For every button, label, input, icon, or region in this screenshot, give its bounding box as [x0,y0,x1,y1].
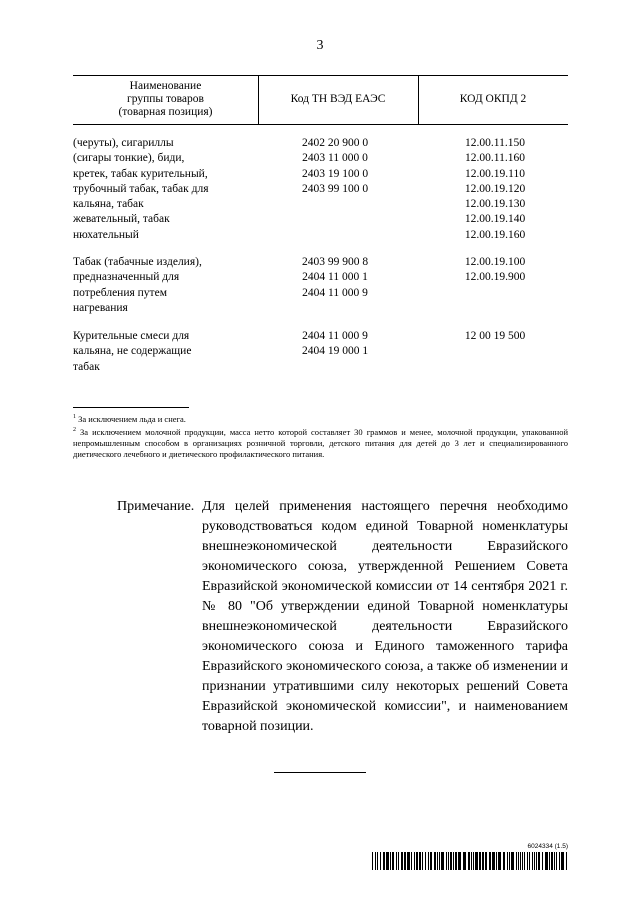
barcode-bar [383,852,385,870]
barcode-bar [450,852,452,870]
barcode-bar [455,852,457,870]
barcode-bar [392,852,394,870]
barcode-bar [425,852,426,870]
barcode-bar [453,852,454,870]
barcode-bar [416,852,418,870]
table-header-rule [73,124,568,125]
barcode-bar [390,852,391,870]
barcode-bar [468,852,470,870]
barcode-bar [422,852,423,870]
header-okpd: КОД ОКПД 2 [459,93,527,105]
barcode-bar [509,852,510,870]
barcode-bar [375,852,376,870]
end-rule [274,772,366,773]
row-3-name: Курительные смеси для кальяна, не содержащие табак [73,330,192,373]
barcode-bar [372,852,373,870]
barcode-bar [377,852,378,870]
row-1-okpd: 12.00.11.150 12.00.11.160 12.00.19.110 12.00.19.120 12.00.19.130 12.00.19.140 12.00.19.160 [464,137,526,241]
barcode-bar [511,852,514,870]
note-text: Для целей применения настоящего перечня необходимо руководствоваться кодом единой Товарной номенклатуры внешнеэкономической деятельности Евразийского экономического союза, утвержденной Решением Совета Евразийской экономической комиссии от 14 сентября 2021 г. № 80 "Об утверждении единой Товарной номенклатуры внешнеэкономической деятельности Евразийского экономического союза и Единого таможенного тарифа Евразийского экономического союза, а также об изменении и признании утратившими силу некоторых решений Совета Евразийской экономической комиссии", и наименованием товарной позиции. [202,499,568,734]
barcode-bar [498,852,501,870]
barcode-bar [398,852,399,870]
barcode-bar [520,852,521,870]
barcode-bar [559,852,560,870]
row-2-okpd: 12.00.19.100 12.00.19.900 [464,256,526,284]
barcode-bar [414,852,415,870]
barcode-bar [401,852,403,870]
barcode-bar [527,852,528,870]
table-top-rule [73,75,568,76]
header-name: Наименование группы товаров (товарная позиция) [118,80,213,118]
barcode-bar [507,852,508,870]
barcode-bar [524,852,525,870]
barcode-bar [482,852,484,870]
header-divider-1 [258,75,259,125]
barcode-bar [545,852,548,870]
barcode-bar [441,852,444,870]
document-code: 6024334 (1.5) [527,843,568,850]
row-3-tn-ved: 2404 11 000 9 2404 19 000 1 [301,330,369,358]
row-1-tn-ved: 2402 20 900 0 2403 11 000 0 2403 19 100 0 2403 99 100 0 [301,137,369,195]
barcode-bar [386,852,389,870]
barcode-bar [428,852,429,870]
barcode-bar [532,852,533,870]
barcode-bar [448,852,449,870]
barcode-bar [496,852,497,870]
barcode-bar [489,852,491,870]
barcode-bar [529,852,530,870]
header-tn-ved: Код ТН ВЭД ЕАЭС [290,93,386,105]
row-2-tn-ved: 2403 99 900 8 2404 11 000 1 2404 11 000 9 [301,256,369,299]
footnote-2 [73,427,568,460]
barcode-bar [485,852,487,870]
barcode-image [372,852,568,870]
barcode-bar [446,852,447,870]
barcode-bar [542,852,543,870]
barcode-bar [473,852,474,870]
barcode-bar [434,852,436,870]
barcode-bar [407,852,410,870]
footnote-2-text: За исключением молочной продукции, масса нетто которой составляет 30 граммов и менее, молочной продукции, упакованной непромышленным способом в организациях розничной торговли, детского питания для детей до 3 лет и специализированного диетического лечебного и диетического профилактического питания. [73,427,569,459]
barcode-bar [479,852,481,870]
barcode-bar [551,852,553,870]
row-1-name: (черуты), сигариллы (сигары тонкие), биди, кретек, табак курительный, трубочный табак, табак для кальяна, табак жевательный, табак нюхательный [73,137,209,241]
barcode-bar [471,852,472,870]
barcode-bar [404,852,406,870]
barcode-bar [549,852,550,870]
page-number: 3 [316,38,324,53]
barcode-bar [554,852,555,870]
barcode-bar [437,852,438,870]
footnote-1-mark: 1 [73,414,76,421]
barcode-bar [419,852,421,870]
barcode-bar [538,852,540,870]
barcode-bar [463,852,466,870]
barcode-bar [522,852,523,870]
barcode-bar [561,852,564,870]
barcode-bar [516,852,517,870]
barcode-bar [518,852,519,870]
barcode-bar [534,852,535,870]
barcode-bar [380,852,381,870]
barcode-bar [439,852,440,870]
footnote-1 [73,414,568,425]
barcode-bar [411,852,412,870]
footnote-2-mark: 2 [73,427,76,434]
barcode-bar [430,852,432,870]
barcode-bar [536,852,537,870]
barcode-bar [556,852,557,870]
barcode-bar [475,852,478,870]
footnote-rule [73,407,189,408]
barcode-bar [503,852,505,870]
barcode-bar [396,852,397,870]
barcode-bar [492,852,495,870]
row-2-name: Табак (табачные изделия), предназначенный для потребления путем нагревания [73,256,202,314]
barcode-bar [458,852,461,870]
note-label: Примечание. [117,499,195,514]
row-3-okpd: 12 00 19 500 [464,330,526,342]
footnote-1-text: За исключением льда и снега. [78,414,186,424]
header-divider-2 [418,75,419,125]
barcode-bar [566,852,567,870]
